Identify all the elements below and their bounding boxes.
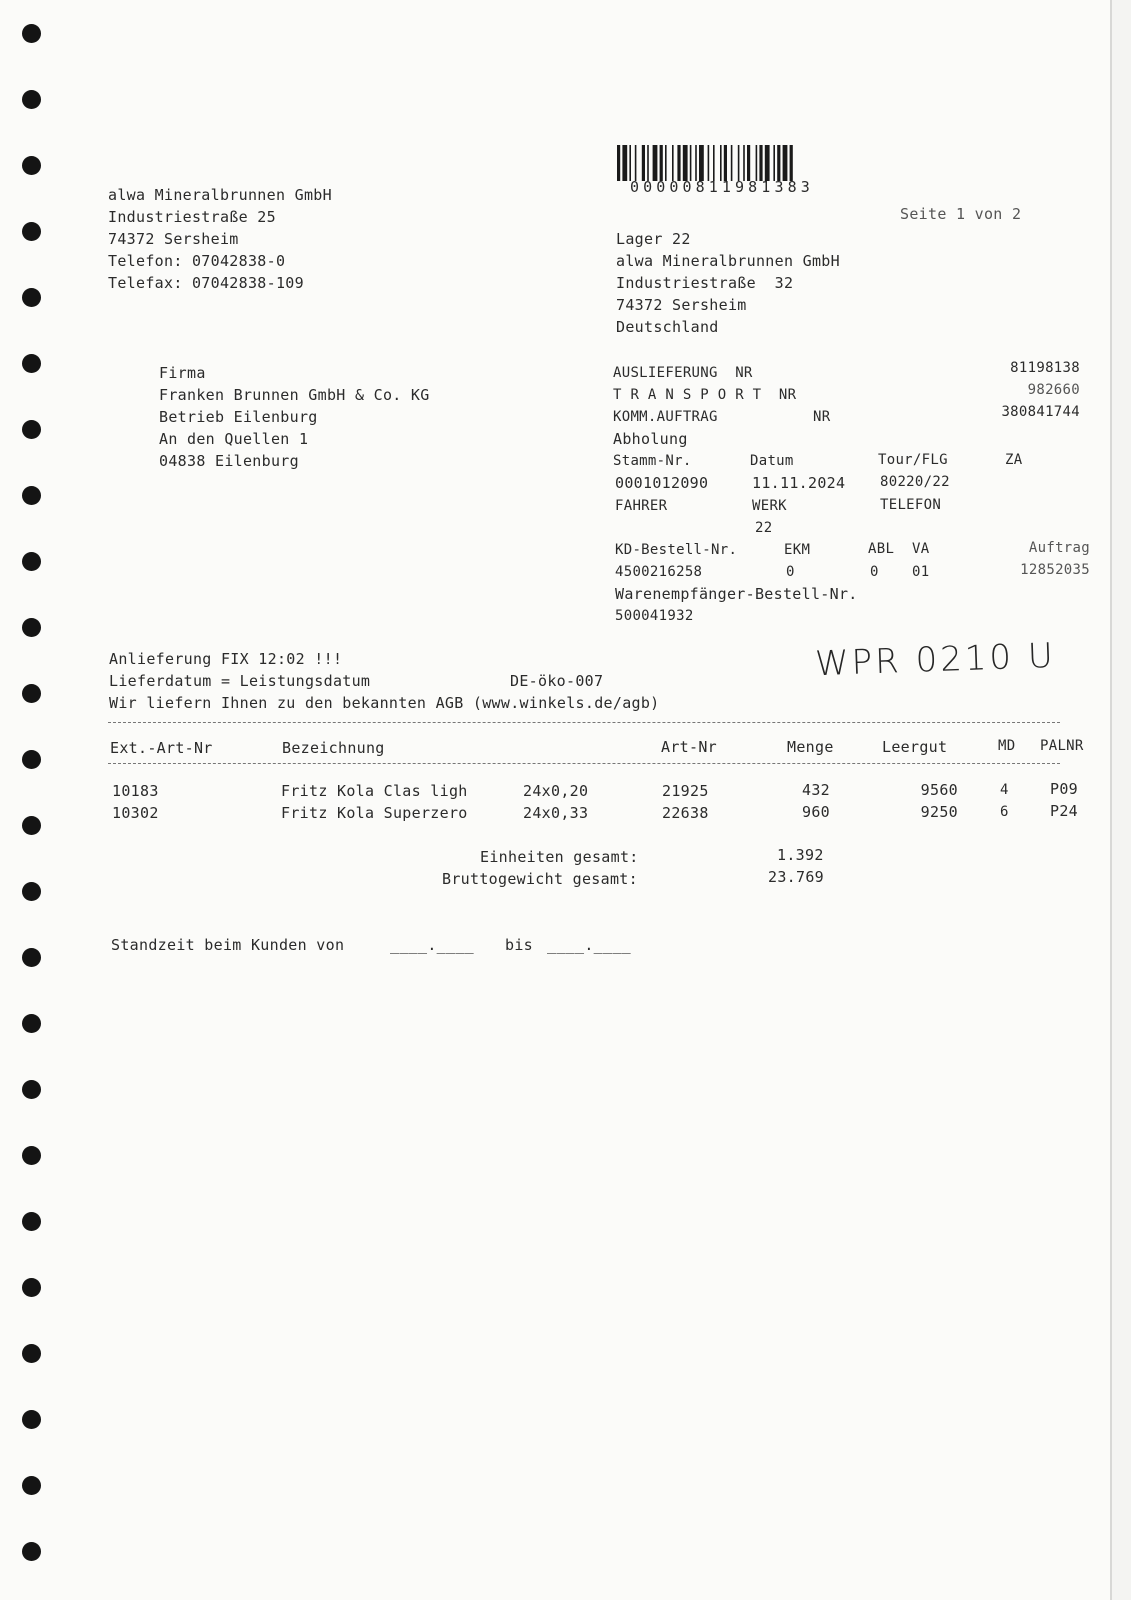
komm-auftrag-nr: NR	[813, 409, 831, 425]
header-palnr: PALNR	[1040, 738, 1084, 754]
note-anlieferung: Anlieferung FIX 12:02 !!!	[109, 650, 343, 668]
sender-phone: Telefon: 07042838-0	[108, 252, 286, 270]
auslieferung-value: 81198138	[1010, 360, 1080, 376]
punch-hole	[22, 420, 41, 439]
weight-total-value: 23.769	[768, 868, 824, 886]
punch-hole	[22, 618, 41, 637]
abholung: Abholung	[613, 430, 688, 448]
cell-palnr: P09	[1050, 780, 1078, 798]
kd-bestell-label: KD-Bestell-Nr.	[615, 542, 738, 558]
punch-hole	[22, 948, 41, 967]
sender-fax: Telefax: 07042838-109	[108, 274, 304, 292]
punch-hole	[22, 156, 41, 175]
weight-total-label: Bruttogewicht gesamt:	[442, 870, 638, 888]
cell-menge: 960	[802, 803, 830, 821]
cell-ext-art-nr: 10302	[112, 804, 159, 822]
warehouse-country: Deutschland	[616, 318, 719, 336]
cell-md: 4	[1000, 782, 1009, 798]
warenempfaenger-value: 500041932	[615, 608, 694, 624]
recipient-street: An den Quellen 1	[159, 430, 309, 448]
note-lieferdatum: Lieferdatum = Leistungsdatum	[109, 672, 371, 690]
punch-hole	[22, 1212, 41, 1231]
abl-value: 0	[870, 564, 879, 580]
cell-bezeichnung: Fritz Kola Superzero	[281, 804, 468, 822]
tour-label: Tour/FLG	[878, 452, 948, 468]
auslieferung-label: AUSLIEFERUNG NR	[613, 365, 753, 381]
recipient-city: 04838 Eilenburg	[159, 452, 299, 470]
cell-md: 6	[1000, 804, 1009, 820]
cell-bezeichnung: Fritz Kola Clas ligh	[281, 782, 468, 800]
transport-label: T R A N S P O R T NR	[613, 387, 797, 403]
recipient-label: Firma	[159, 364, 206, 382]
header-leergut: Leergut	[882, 738, 948, 756]
cell-pack-size: 24x0,33	[523, 804, 589, 822]
warehouse-street: Industriestraße 32	[616, 274, 794, 292]
cell-art-nr: 21925	[662, 782, 709, 800]
punch-hole	[22, 1476, 41, 1495]
eco-certification: DE-öko-007	[510, 672, 604, 690]
punch-hole	[22, 816, 41, 835]
datum-value: 11.11.2024	[752, 474, 846, 492]
sender-name: alwa Mineralbrunnen GmbH	[108, 186, 332, 204]
auftrag-label: Auftrag	[1028, 540, 1090, 556]
punch-hole	[22, 552, 41, 571]
za-label: ZA	[1005, 452, 1023, 468]
va-value: 01	[912, 564, 930, 580]
table-top-rule	[108, 722, 1060, 723]
handwritten-note: WPR 0210 U	[814, 635, 1057, 685]
page-indicator: Seite 1 von 2	[900, 205, 1022, 223]
punch-hole	[22, 684, 41, 703]
punch-hole	[22, 1410, 41, 1429]
komm-auftrag-value: 380841744	[1001, 404, 1080, 420]
punch-hole	[22, 1542, 41, 1561]
header-menge: Menge	[787, 738, 834, 756]
recipient-department: Betrieb Eilenburg	[159, 408, 318, 426]
recipient-name: Franken Brunnen GmbH & Co. KG	[159, 386, 430, 404]
punch-hole	[22, 1014, 41, 1033]
ekm-value: 0	[786, 564, 795, 580]
warehouse-city: 74372 Sersheim	[616, 296, 747, 314]
cell-menge: 432	[802, 781, 830, 799]
standzeit-bis: bis	[505, 936, 533, 954]
cell-leergut: 9560	[920, 781, 958, 799]
standzeit-to-blank: ____.____	[547, 936, 631, 954]
header-ext-art-nr: Ext.-Art-Nr	[110, 739, 213, 757]
ekm-label: EKM	[784, 542, 811, 558]
cell-leergut: 9250	[920, 803, 958, 821]
tour-value: 80220/22	[880, 474, 950, 490]
units-total-label: Einheiten gesamt:	[480, 848, 639, 866]
sender-street: Industriestraße 25	[108, 208, 276, 226]
va-label: VA	[912, 541, 930, 557]
komm-auftrag-label: KOMM.AUFTRAG	[613, 409, 718, 425]
punch-hole	[22, 24, 41, 43]
telefon-label: TELEFON	[880, 497, 942, 513]
cell-pack-size: 24x0,20	[523, 782, 589, 800]
stamm-nr-value: 0001012090	[615, 474, 709, 492]
header-md: MD	[998, 738, 1016, 754]
cell-ext-art-nr: 10183	[112, 782, 159, 800]
barcode-number: 000008119813​83	[630, 178, 814, 196]
standzeit-label: Standzeit beim Kunden von	[111, 936, 345, 954]
punch-hole	[22, 90, 41, 109]
header-art-nr: Art-Nr	[661, 738, 717, 756]
punch-hole	[22, 1344, 41, 1363]
fahrer-label: FAHRER	[615, 498, 668, 514]
warenempfaenger-label: Warenempfänger-Bestell-Nr.	[615, 585, 858, 603]
note-agb: Wir liefern Ihnen zu den bekannten AGB (www.winkels.de/agb)	[109, 694, 660, 712]
cell-art-nr: 22638	[662, 804, 709, 822]
werk-value: 22	[755, 520, 773, 536]
units-total-value: 1.392	[777, 846, 824, 864]
datum-label: Datum	[750, 453, 794, 469]
punch-hole	[22, 288, 41, 307]
warehouse-lager: Lager 22	[616, 230, 691, 248]
punch-hole	[22, 750, 41, 769]
punch-hole	[22, 1146, 41, 1165]
punch-hole	[22, 222, 41, 241]
punch-hole	[22, 1278, 41, 1297]
punch-hole	[22, 882, 41, 901]
punch-hole	[22, 486, 41, 505]
standzeit-from-blank: ____.____	[390, 936, 474, 954]
sender-city: 74372 Sersheim	[108, 230, 239, 248]
kd-bestell-value: 4500216258	[615, 564, 703, 580]
cell-palnr: P24	[1050, 802, 1078, 820]
warehouse-name: alwa Mineralbrunnen GmbH	[616, 252, 840, 270]
punch-hole	[22, 1080, 41, 1099]
abl-label: ABL	[868, 541, 895, 557]
stamm-nr-label: Stamm-Nr.	[613, 453, 692, 469]
header-bezeichnung: Bezeichnung	[282, 739, 385, 757]
transport-value: 982660	[1027, 382, 1080, 398]
werk-label: WERK	[752, 498, 787, 514]
header-rule	[108, 763, 1060, 764]
punch-hole	[22, 354, 41, 373]
auftrag-value: 12852035	[1020, 562, 1090, 578]
